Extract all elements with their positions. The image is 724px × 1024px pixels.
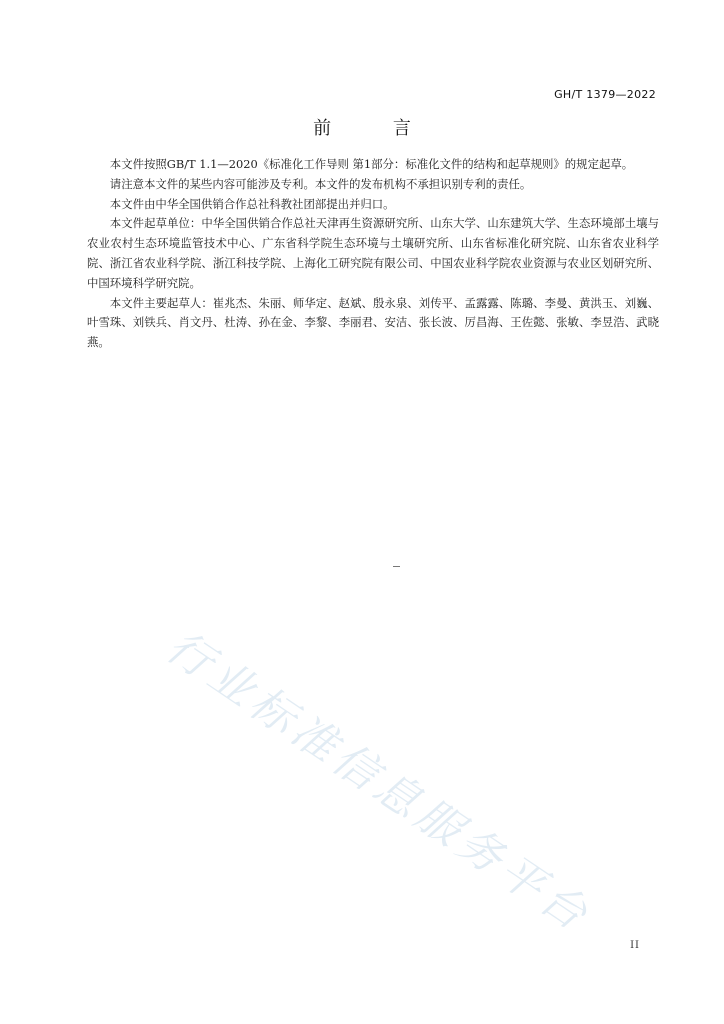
paragraph-drafting-rules: 本文件按照GB/T 1.1—2020《标准化工作导则 第1部分：标准化文件的结构和起草规则》的规定起草。 (109, 157, 634, 171)
page-title: 前 言 (313, 118, 439, 139)
center-mark (393, 566, 400, 567)
paragraph-patent-notice: 请注意本文件的某些内容可能涉及专利。本文件的发布机构不承担识别专利的责任。 (109, 176, 532, 191)
paragraph-proposer: 本文件由中华全国供销合作总社科教社团部提出并归口。 (109, 196, 395, 211)
standard-code: GH/T 1379—2022 (554, 88, 656, 101)
watermark: 行业标准信息服务平台 (157, 621, 601, 943)
foreword-body (87, 155, 659, 353)
paragraph-drafting-units: 本文件起草单位：中华全国供销合作总社天津再生资源研究所、山东大学、山东建筑大学、生态环境部土壤与农业农村生态环境监管技术中心、广东省科学院生态环境与土壤研究所、山东省标准化研究院、山东省农业科学院、浙江省农业科学院、浙江科技学院、上海化工研究院有限公司、中国农业科学院农业资源与农业区划研究所、中国环境科学研究院。 (87, 216, 659, 290)
page-number: II (630, 940, 640, 951)
paragraph-drafters: 本文件主要起草人：崔兆杰、朱丽、师华定、赵斌、殷永泉、刘传平、孟露露、陈璐、李曼、黄洪玉、刘巍、叶雪珠、刘铁兵、肖文丹、杜涛、孙在金、李黎、李丽君、安洁、张长波、厉昌海、王佐懿、张敏、李昱浩、武晓燕。 (87, 295, 659, 350)
